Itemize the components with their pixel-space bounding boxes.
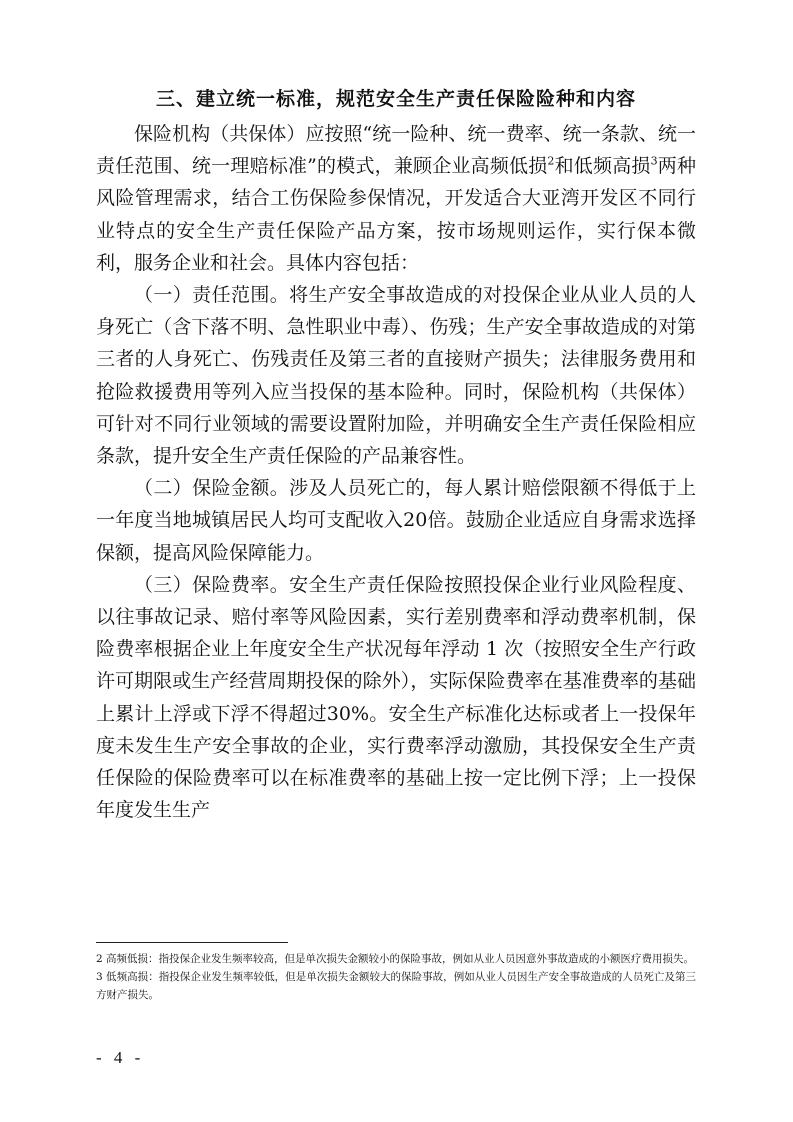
- footnote-2: 2 高频低损：指投保企业发生频率较高，但是单次损失金额较小的保险事故，例如从业人员因意外事故造成的小额医疗费用损失。: [96, 953, 695, 965]
- paragraph-insured-amount: （二）保险金额。涉及人员死亡的，每人累计赔偿限额不得低于上一年度当地城镇居民人均可支配收入20倍。鼓励企业适应自身需求选择保额，提高风险保障能力。: [96, 477, 696, 564]
- paragraph-liability-scope: （一）责任范围。将生产安全事故造成的对投保企业从业人员的人身死亡（含下落不明、急性职业中毒）、伤残；生产安全事故造成的对第三者的人身死亡、伤残责任及第三者的直接财产损失；法律服务费用和抢险救援费用等列入应当投保的基本险种。同时，保险机构（共保体）可针对不同行业领域的需要设置附加险，并明确安全生产责任保险相应条款，提升安全生产责任保险的产品兼容性。: [96, 284, 696, 468]
- footnote-ref-3[interactable]: 3: [650, 154, 658, 168]
- section-heading: 三、建立统一标准，规范安全生产责任保险险种和内容: [155, 88, 636, 110]
- footnotes: [96, 950, 696, 1004]
- footnote-divider: [96, 942, 288, 943]
- paragraph-intro: [96, 118, 696, 279]
- paragraph-premium-rate: （三）保险费率。安全生产责任保险按照投保企业行业风险程度、以往事故记录、赔付率等风险因素，实行差别费率和浮动费率机制，保险费率根据企业上年度安全生产状况每年浮动 1 次（按照安全生产行政许可期限或生产经营周期投保的除外），实际保险费率在基准费率的基础上累计上浮或下浮不得超过30%。安全生产标准化达标或者上一投保年度未发生生产安全事故的企业，实行费率浮动激励，其投保安全生产责任保险的保险费率可以在标准费率的基础上按一定比例下浮；上一投保年度发生生产: [96, 573, 696, 822]
- footnote-ref-2[interactable]: 2: [547, 154, 555, 168]
- paragraph-intro-text-3: 两种风险管理需求，结合工伤保险参保情况，开发适合大亚湾开发区不同行业特点的安全生产责任保险产品方案，按市场规则运作，实行保本微利，服务企业和社会。具体内容包括：: [96, 155, 696, 274]
- body-text: [96, 118, 696, 826]
- footnote-3: 3 低频高损：指投保企业发生频率较低，但是单次损失金额较大的保险事故，例如从业人员因生产安全事故造成的人员死亡及第三方财产损失。: [96, 971, 696, 1001]
- page-number: - 4 -: [96, 1048, 145, 1067]
- paragraph-intro-text-1: 保险机构（共保体）应按照“统一险种、统一费率、统一条款、统一责任范围、统一理赔标准”的模式，兼顾企业高频低损: [96, 123, 696, 178]
- paragraph-intro-text-2: 和低频高损: [554, 155, 651, 178]
